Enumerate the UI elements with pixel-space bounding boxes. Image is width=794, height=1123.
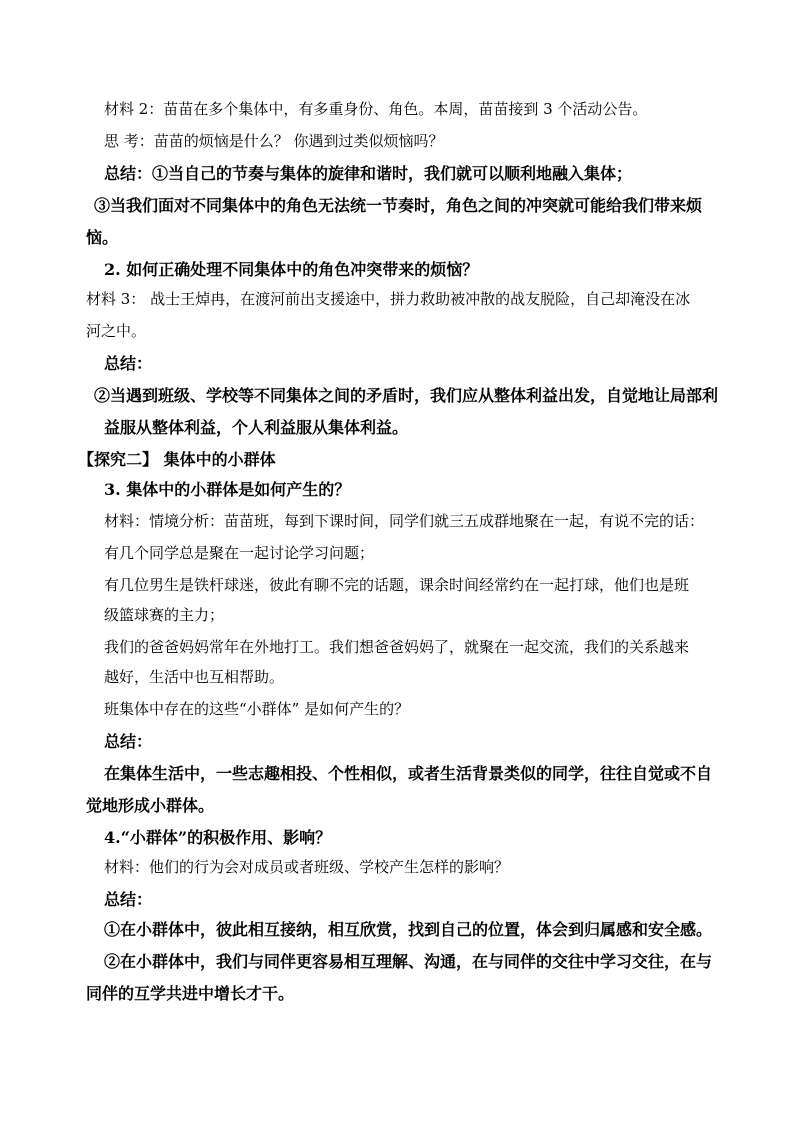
summary-label-2: 总结： (104, 732, 153, 751)
summary-3-line-2: 恼。 (86, 228, 119, 247)
material-influence: 材料：他们的行为会对成员或者班级、学校产生怎样的影响？ (104, 858, 510, 876)
material-scenario-line-5: 我们的爸爸妈妈常年在外地打工。我们想爸爸妈妈了，就聚在一起交流，我们的关系越来 (104, 638, 690, 656)
heading-4: 4.“小群体”的积极作用、影响？ (104, 828, 332, 847)
summary-positive-1: ①在小群体中，彼此相互接纳，相互欣赏，找到自己的位置，体会到归属感和安全感。 (104, 920, 713, 939)
scenario-question: 班集体中存在的这些“小群体” 是如何产生的？ (104, 700, 410, 718)
section-heading-explore-2: 【探究二】 集体中的小群体 (78, 450, 276, 469)
material-scenario-line-2: 有几个同学总是聚在一起讨论学习问题； (104, 544, 375, 562)
summary-small-group-line-1: 在集体生活中，一些志趣相投、个性相似，或者生活背景类似的同学，往往自觉或不自 (104, 764, 713, 783)
summary-positive-2-line-2: 同伴的互学共进中增长才干。 (86, 984, 295, 1003)
summary-label-3: 总结： (104, 890, 153, 909)
summary-2-line-1: ②当遇到班级、学校等不同集体之间的矛盾时，我们应从整体利益出发，自觉地让局部利 (94, 386, 719, 405)
summary-positive-2-line-1: ②在小群体中，我们与同伴更容易相互理解、沟通，在与同伴的交往中学习交往，在与 (104, 952, 713, 971)
material-scenario-line-4: 级篮球赛的主力； (104, 606, 225, 624)
heading-3: 3. 集体中的小群体是如何产生的？ (104, 480, 351, 499)
material-3-line-2: 河之中。 (86, 322, 147, 340)
summary-small-group-line-2: 觉地形成小群体。 (86, 796, 215, 815)
summary-label: 总结： (104, 354, 153, 373)
summary-2-line-2: 益服从整体利益，个人利益服从集体利益。 (104, 418, 409, 437)
think-question: 思 考：苗苗的烦恼是什么？ 你遇到过类似烦恼吗？ (104, 132, 444, 150)
material-scenario-line-6: 越好，生活中也互相帮助。 (104, 668, 285, 686)
summary-1: 总结：①当自己的节奏与集体的旋律和谐时，我们就可以顺利地融入集体； (104, 164, 633, 183)
material-scenario-line-1: 材料：情境分析：苗苗班，每到下课时间，同学们就三五成群地聚在一起，有说不完的话： (104, 512, 705, 530)
material-scenario-line-3: 有几位男生是铁杆球迷，彼此有聊不完的话题，课余时间经常约在一起打球，他们也是班 (104, 576, 690, 594)
material-3-line-1: 材料 3： 战士王焯冉，在渡河前出支援途中，拼力救助被冲散的战友脱险，自己却淹没在冰 (86, 290, 691, 308)
summary-3-line-1: ③当我们面对不同集体中的角色无法统一节奏时，角色之间的冲突就可能给我们带来烦 (94, 196, 703, 215)
heading-2: 2. 如何正确处理不同集体中的角色冲突带来的烦恼？ (104, 260, 479, 279)
material-2-text: 材料 2：苗苗在多个集体中，有多重身份、角色。本周，苗苗接到 3 个活动公告。 (104, 100, 648, 118)
